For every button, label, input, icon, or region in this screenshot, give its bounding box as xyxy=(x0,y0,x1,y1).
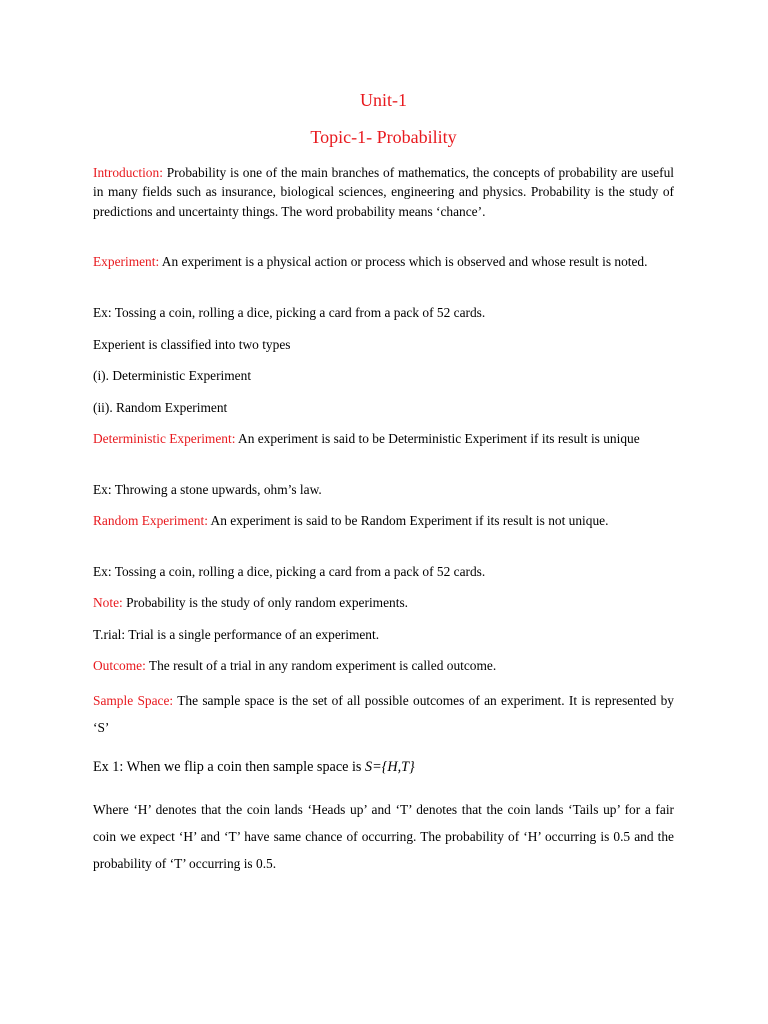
introduction-paragraph xyxy=(93,163,674,221)
deterministic-text: An experiment is said to be Deterministic Experiment if its result is unique xyxy=(235,431,640,446)
sample-space-formula: S={H,T} xyxy=(364,759,415,775)
experiment-text: An experiment is a physical action or process which is observed and whose result is noted. xyxy=(159,254,648,269)
sample-space-label: Sample Space: xyxy=(93,693,174,708)
trial-paragraph: T.rial: Trial is a single performance of an experiment. xyxy=(93,627,380,642)
deterministic-paragraph xyxy=(93,429,674,448)
experiment-paragraph xyxy=(93,252,674,271)
note-paragraph xyxy=(93,593,674,612)
unit-title: Unit-1 xyxy=(360,90,407,110)
random-text: An experiment is said to be Random Experiment if its result is not unique. xyxy=(207,513,609,528)
random-paragraph xyxy=(93,511,674,530)
type-ii: (ii). Random Experiment xyxy=(93,400,228,415)
random-example: Ex: Tossing a coin, rolling a dice, picking a card from a pack of 52 cards. xyxy=(93,564,486,579)
random-label: Random Experiment: xyxy=(93,513,208,528)
sample-space-text: The sample space is the set of all possible outcomes of an experiment. It is represented by ‘S’ xyxy=(93,693,674,735)
outcome-text: The result of a trial in any random experiment is called outcome. xyxy=(145,658,497,673)
note-label: Note: xyxy=(93,595,123,610)
deterministic-label: Deterministic Experiment: xyxy=(93,431,236,446)
experiment-label: Experiment: xyxy=(93,254,160,269)
topic-title: Topic-1- Probability xyxy=(310,127,457,147)
outcome-paragraph xyxy=(93,656,674,675)
note-text: Probability is the study of only random experiments. xyxy=(122,595,409,610)
introduction-text: Probability is one of the main branches of mathematics, the concepts of probability are useful in many fields such as insurance, biological sciences, engineering and physics. Probability is the study of predictions and uncertainty things. The word probability means ‘chance’. xyxy=(93,165,674,219)
experiment-example: Ex: Tossing a coin, rolling a dice, picking a card from a pack of 52 cards. xyxy=(93,305,486,320)
example-1-text: Ex 1: When we flip a coin then sample space is xyxy=(93,759,365,775)
classified-text: Experient is classified into two types xyxy=(93,337,291,352)
introduction-label: Introduction: xyxy=(93,165,163,180)
type-i: (i). Deterministic Experiment xyxy=(93,368,252,383)
outcome-label: Outcome: xyxy=(93,658,146,673)
example-1 xyxy=(93,758,674,777)
sample-space-paragraph xyxy=(93,687,674,741)
where-paragraph: Where ‘H’ denotes that the coin lands ‘Heads up’ and ‘T’ denotes that the coin lands ‘Tails up’ for a fair coin we expect ‘H’ and ‘T’ have same chance of occurring. The probability of ‘H’ occurring is 0.5 and the probability of ‘T’ occurring is 0.5. xyxy=(93,802,674,871)
deterministic-example: Ex: Throwing a stone upwards, ohm’s law. xyxy=(93,482,322,497)
